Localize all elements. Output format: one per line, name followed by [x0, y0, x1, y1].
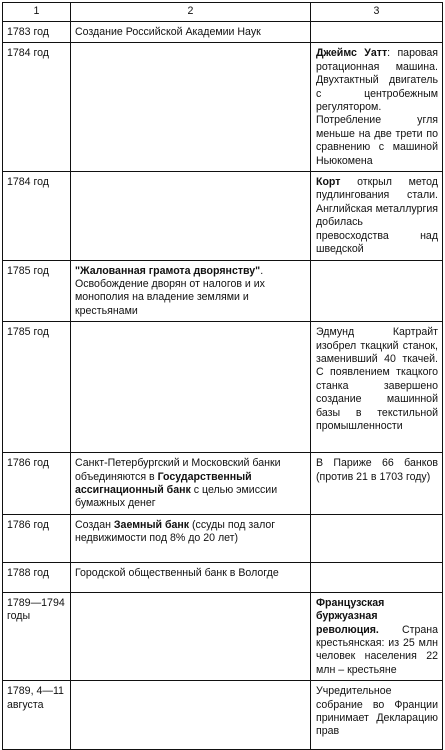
bold-text: "Жалованная грамота дворянству": [75, 264, 261, 277]
table-row: [3, 592, 443, 680]
year-cell: 1784 год: [3, 43, 71, 172]
text-segment: Учредительное собрание во Франции принимает Декларацию прав: [316, 685, 438, 738]
russia-event-cell: [71, 453, 311, 515]
russia-event-cell: [71, 172, 311, 260]
world-event-cell: [311, 172, 443, 260]
world-event-cell: [311, 43, 443, 172]
bold-text: Французская буржуазная революция.: [316, 596, 385, 636]
year-cell: 1783 год: [3, 22, 71, 43]
world-event-cell: [311, 562, 443, 592]
header-col-3: 3: [311, 3, 443, 22]
text-segment: Создан: [75, 518, 114, 531]
table-row: [3, 562, 443, 592]
text-segment: с целью эмиссии бумажных денег: [75, 483, 278, 510]
bold-text: Джеймс Уатт: [316, 47, 388, 60]
text-segment: Городской общественный банк в Вологде: [75, 566, 279, 579]
world-event-cell: [311, 592, 443, 680]
table-row: [3, 172, 443, 260]
year-cell: 1786 год: [3, 514, 71, 562]
table-row: [3, 322, 443, 453]
header-row: [3, 3, 443, 22]
table-body: [3, 22, 443, 750]
year-cell: 1789, 4—11 августа: [3, 681, 71, 750]
russia-event-cell: [71, 260, 311, 322]
world-event-cell: [311, 22, 443, 43]
world-event-cell: [311, 322, 443, 453]
table-row: [3, 260, 443, 322]
header-col-1: 1: [3, 3, 71, 22]
text-segment: Создание Российской Академии Наук: [75, 26, 261, 38]
year-cell: 1789—1794 годы: [3, 592, 71, 680]
table-row: [3, 681, 443, 750]
russia-event-cell: [71, 322, 311, 453]
year-cell: 1788 год: [3, 562, 71, 592]
year-cell: 1786 год: [3, 453, 71, 515]
russia-event-cell: [71, 22, 311, 43]
world-event-cell: [311, 681, 443, 750]
world-event-cell: [311, 453, 443, 515]
year-cell: 1784 год: [3, 172, 71, 260]
russia-event-cell: [71, 514, 311, 562]
bold-text: Корт: [316, 176, 341, 189]
russia-event-cell: [71, 43, 311, 172]
world-event-cell: [311, 514, 443, 562]
text-segment: : паровая ротационная машина. Двухтактный двигатель с центробежным регулятором. Потребление угля меньше на две трети по сравнению с машиной Ньюкомена: [316, 47, 438, 167]
russia-event-cell: [71, 562, 311, 592]
chronology-table: [2, 2, 443, 750]
text-segment: Санкт-Петербургский и Московский банки объединяются в: [75, 457, 281, 483]
table-row: [3, 453, 443, 515]
text-segment: открыл метод пудлингования стали. Английская металлургия добилась превосходства над шведской: [316, 176, 438, 256]
bold-text: Государственный ассигнационный банк: [75, 470, 252, 496]
year-cell: 1785 год: [3, 260, 71, 322]
text-segment: . Освобождение дворян от налогов и их монополия на владение землями и крестьянами: [75, 264, 265, 317]
table-row: [3, 22, 443, 43]
text-segment: В Париже 66 банков (против 21 в 1703 году): [316, 457, 438, 483]
text-segment: Страна крестьянская: из 25 млн человек населения 22 млн – крестьяне: [316, 623, 438, 676]
table-row: [3, 514, 443, 562]
bold-text: Заемный банк: [113, 518, 190, 531]
world-event-cell: [311, 260, 443, 322]
table-row: [3, 43, 443, 172]
russia-event-cell: [71, 681, 311, 750]
year-cell: 1785 год: [3, 322, 71, 453]
header-col-2: 2: [71, 3, 311, 22]
text-segment: Эдмунд Картрайт изобрел ткацкий станок, заменивший 40 ткачей. С появлением ткацкого станка завершено создание машинной базы в текстильной промышленности: [316, 326, 438, 432]
text-segment: (ссуды под залог недвижимости под 8% до 20 лет): [75, 518, 276, 545]
russia-event-cell: [71, 592, 311, 680]
